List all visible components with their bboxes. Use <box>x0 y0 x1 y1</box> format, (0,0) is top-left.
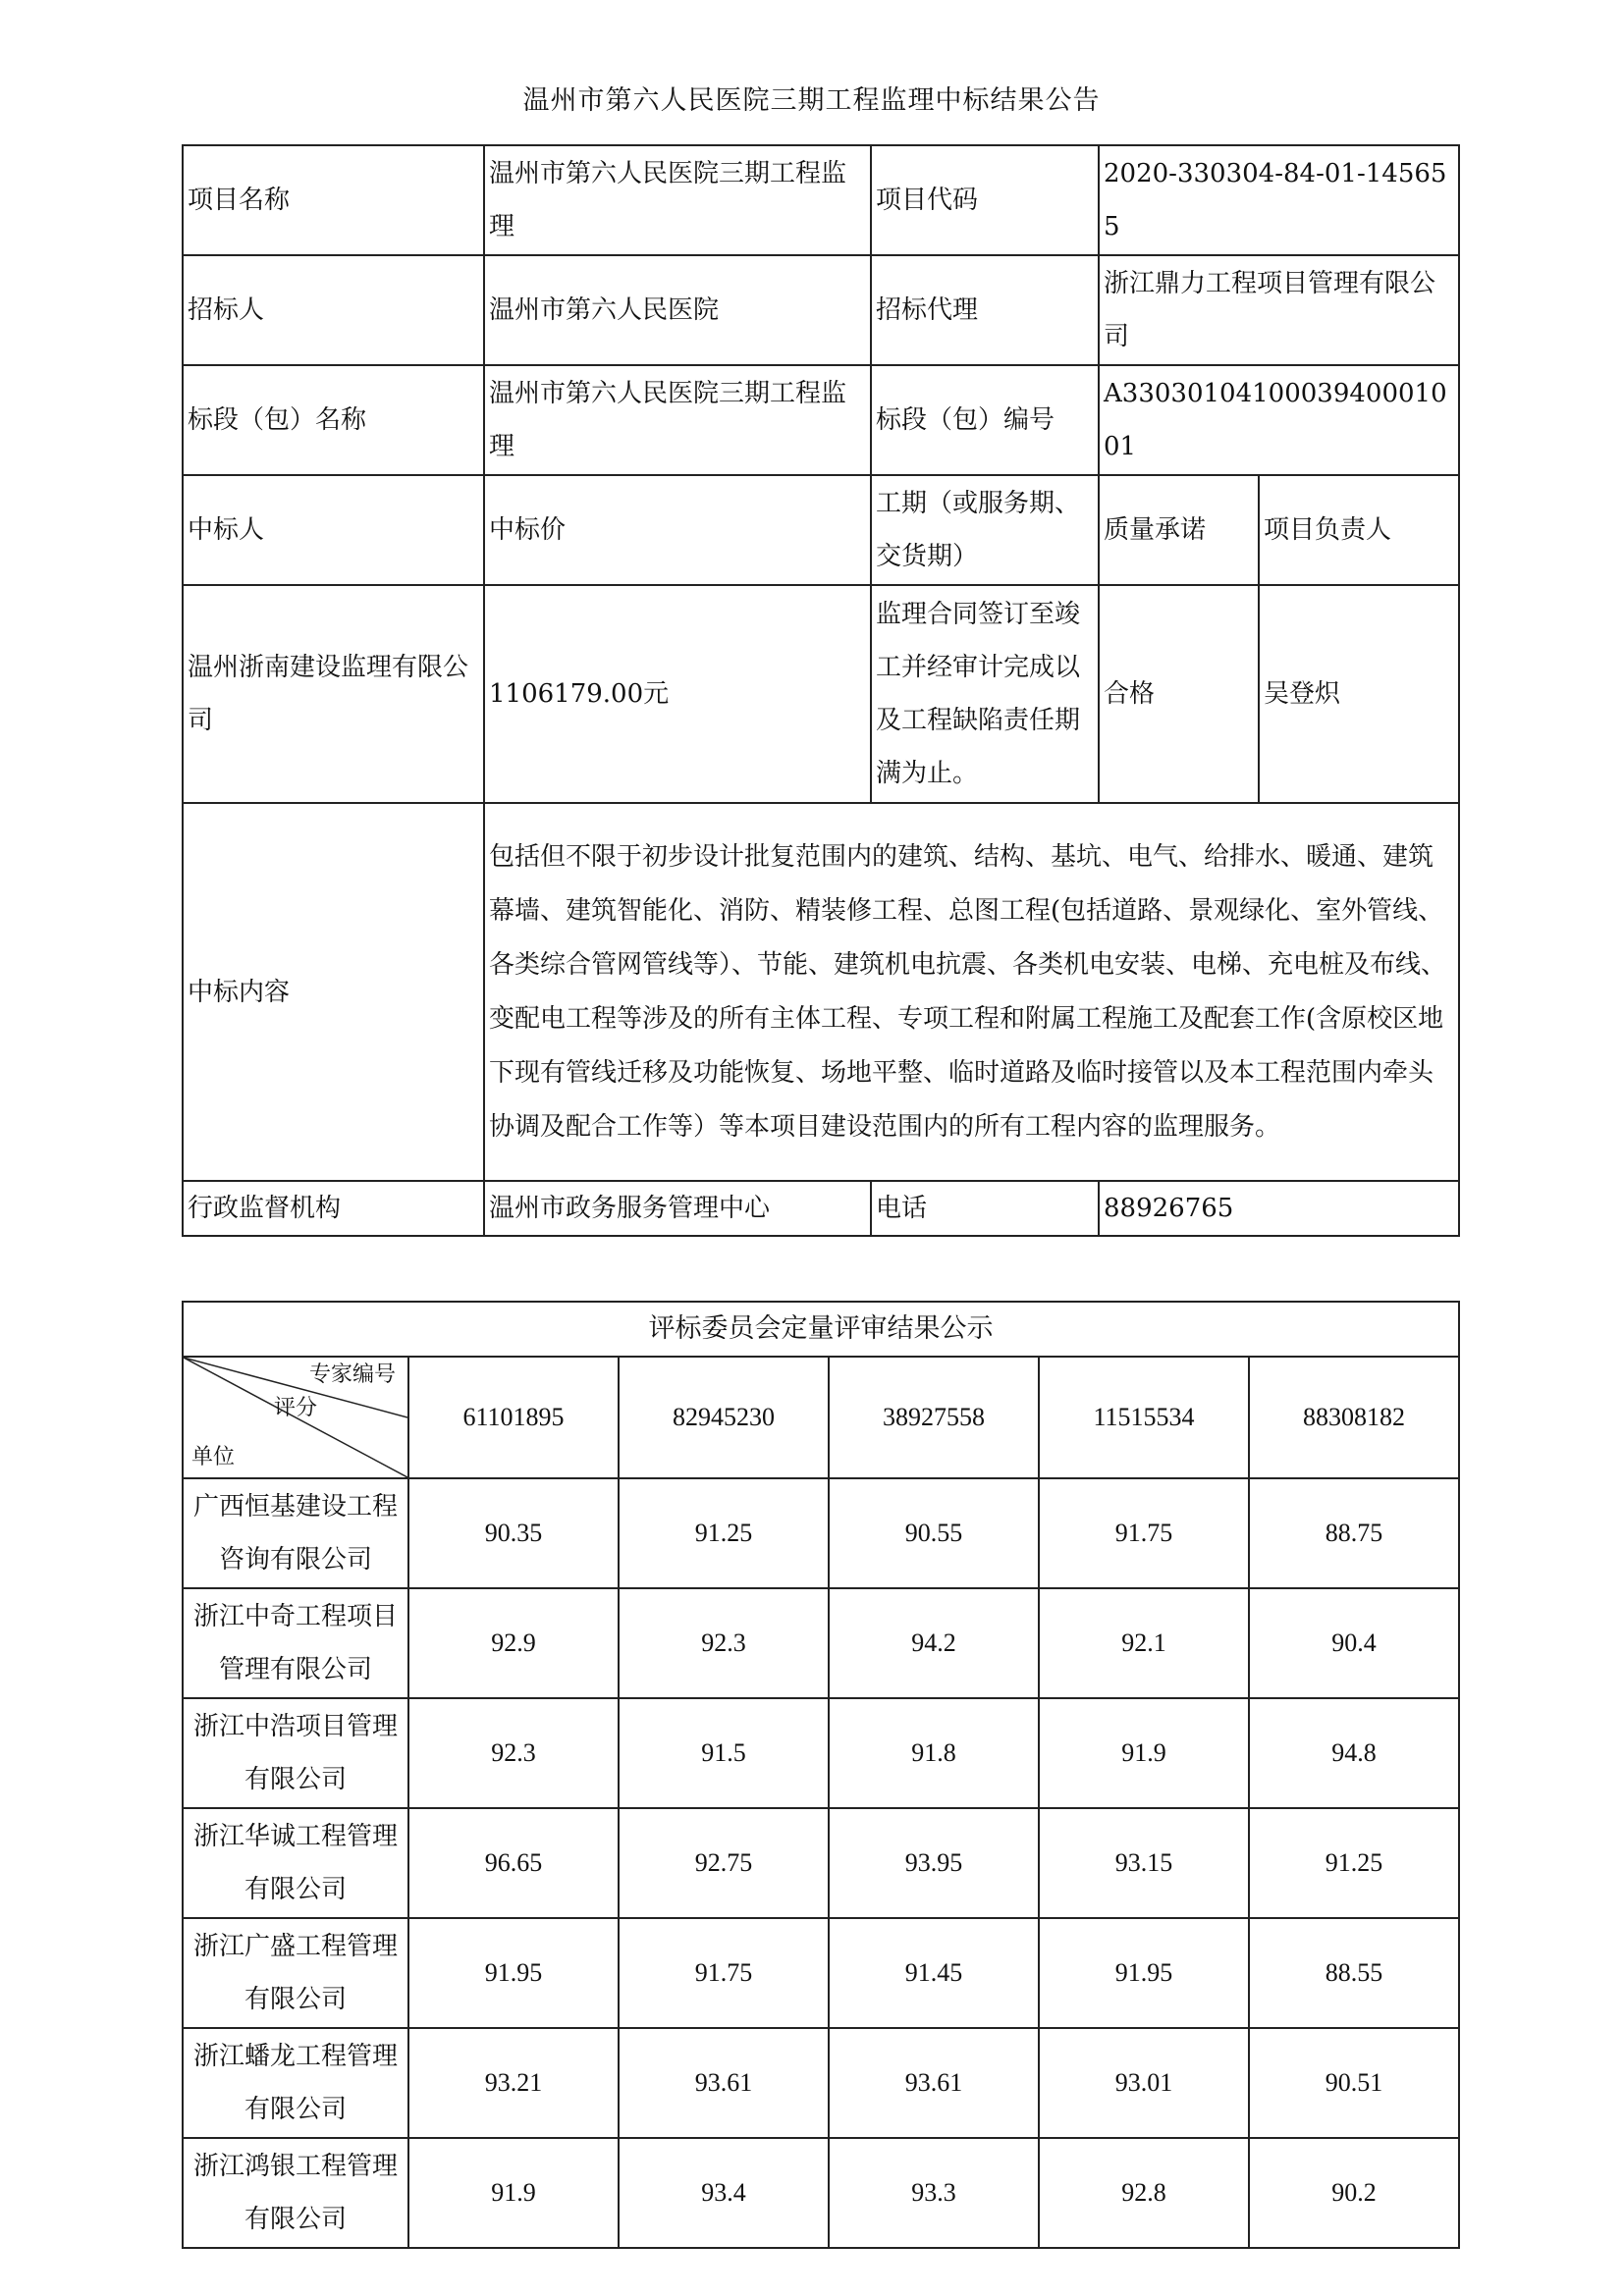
manager-value: 吴登炽 <box>1259 585 1459 803</box>
score-cell: 88.55 <box>1249 1918 1459 2028</box>
section-name-label: 标段（包）名称 <box>183 365 484 475</box>
expert-id: 82945230 <box>619 1357 829 1478</box>
score-cell: 96.65 <box>408 1808 619 1918</box>
score-cell: 91.9 <box>1039 1698 1249 1808</box>
section-code-label: 标段（包）编号 <box>871 365 1099 475</box>
score-cell: 91.25 <box>619 1478 829 1588</box>
company-name: 浙江华诚工程管理有限公司 <box>183 1808 408 1918</box>
company-name: 浙江鸿银工程管理有限公司 <box>183 2138 408 2248</box>
table-row <box>183 2138 1459 2248</box>
table-row <box>183 1588 1459 1698</box>
score-cell: 93.15 <box>1039 1808 1249 1918</box>
score-cell: 91.8 <box>829 1698 1039 1808</box>
score-table-heading: 评标委员会定量评审结果公示 <box>183 1302 1459 1357</box>
winner-label: 中标人 <box>183 475 484 585</box>
score-cell: 91.5 <box>619 1698 829 1808</box>
company-name: 浙江中奇工程项目管理有限公司 <box>183 1588 408 1698</box>
score-cell: 90.4 <box>1249 1588 1459 1698</box>
winner-value: 温州浙南建设监理有限公司 <box>183 585 484 803</box>
phone-label: 电话 <box>871 1181 1099 1236</box>
score-cell: 91.75 <box>1039 1478 1249 1588</box>
agent-value: 浙江鼎力工程项目管理有限公司 <box>1099 255 1459 365</box>
score-cell: 90.55 <box>829 1478 1039 1588</box>
corner-score-label: 评分 <box>274 1396 318 1420</box>
table-row <box>183 1808 1459 1918</box>
score-cell: 92.75 <box>619 1808 829 1918</box>
supervisor-label: 行政监督机构 <box>183 1181 484 1236</box>
score-cell: 88.75 <box>1249 1478 1459 1588</box>
quality-label: 质量承诺 <box>1099 475 1259 585</box>
score-cell: 90.35 <box>408 1478 619 1588</box>
project-name-label: 项目名称 <box>183 145 484 255</box>
tenderer-value: 温州市第六人民医院 <box>484 255 871 365</box>
award-info-table <box>182 144 1460 1237</box>
tenderer-label: 招标人 <box>183 255 484 365</box>
corner-expert-label: 专家编号 <box>308 1362 396 1387</box>
table-row <box>183 2028 1459 2138</box>
company-name: 广西恒基建设工程咨询有限公司 <box>183 1478 408 1588</box>
supervisor-value: 温州市政务服务管理中心 <box>484 1181 871 1236</box>
table-row <box>183 1478 1459 1588</box>
section-name-value: 温州市第六人民医院三期工程监理 <box>484 365 871 475</box>
score-cell: 94.2 <box>829 1588 1039 1698</box>
score-cell: 93.3 <box>829 2138 1039 2248</box>
score-cell: 91.45 <box>829 1918 1039 2028</box>
score-cell: 94.8 <box>1249 1698 1459 1808</box>
score-cell: 92.8 <box>1039 2138 1249 2248</box>
table-row <box>183 1918 1459 2028</box>
score-cell: 92.3 <box>619 1588 829 1698</box>
content-label: 中标内容 <box>183 803 484 1181</box>
score-cell: 93.21 <box>408 2028 619 2138</box>
period-label: 工期（或服务期、交货期） <box>871 475 1099 585</box>
score-cell: 93.61 <box>619 2028 829 2138</box>
score-cell: 90.51 <box>1249 2028 1459 2138</box>
table-row <box>183 1698 1459 1808</box>
score-cell: 93.01 <box>1039 2028 1249 2138</box>
company-name: 浙江中浩项目管理有限公司 <box>183 1698 408 1808</box>
phone-value: 88926765 <box>1099 1181 1459 1236</box>
agent-label: 招标代理 <box>871 255 1099 365</box>
score-cell: 92.1 <box>1039 1588 1249 1698</box>
expert-id: 38927558 <box>829 1357 1039 1478</box>
score-cell: 92.9 <box>408 1588 619 1698</box>
score-cell: 91.9 <box>408 2138 619 2248</box>
content-value: 包括但不限于初步设计批复范围内的建筑、结构、基坑、电气、给排水、暖通、建筑幕墙、建筑智能化、消防、精装修工程、总图工程(包括道路、景观绿化、室外管线、各类综合管网管线等）、节能、建筑机电抗震、各类机电安装、电梯、充电桩及布线、变配电工程等涉及的所有主体工程、专项工程和附属工程施工及配套工作(含原校区地下现有管线迁移及功能恢复、场地平整、临时道路及临时接管以及本工程范围内牵头协调及配合工作等）等本项目建设范围内的所有工程内容的监理服务。 <box>484 803 1459 1181</box>
period-value: 监理合同签订至竣工并经审计完成以及工程缺陷责任期满为止。 <box>871 585 1099 803</box>
expert-id: 61101895 <box>408 1357 619 1478</box>
project-code-label: 项目代码 <box>871 145 1099 255</box>
quality-value: 合格 <box>1099 585 1259 803</box>
project-code-value: 2020-330304-84-01-145655 <box>1099 145 1459 255</box>
price-value: 1106179.00元 <box>484 585 871 803</box>
company-name: 浙江蟠龙工程管理有限公司 <box>183 2028 408 2138</box>
score-table <box>182 1301 1460 2249</box>
score-cell: 91.95 <box>408 1918 619 2028</box>
project-name-value: 温州市第六人民医院三期工程监理 <box>484 145 871 255</box>
score-cell: 91.25 <box>1249 1808 1459 1918</box>
score-cell: 93.61 <box>829 2028 1039 2138</box>
section-code-value: A3303010410003940001001 <box>1099 365 1459 475</box>
expert-id: 88308182 <box>1249 1357 1459 1478</box>
score-cell: 92.3 <box>408 1698 619 1808</box>
score-cell: 91.75 <box>619 1918 829 2028</box>
score-cell: 93.4 <box>619 2138 829 2248</box>
corner-unit-label: 单位 <box>191 1445 236 1469</box>
document-title: 温州市第六人民医院三期工程监理中标结果公告 <box>522 85 1101 116</box>
price-label: 中标价 <box>484 475 871 585</box>
expert-id: 11515534 <box>1039 1357 1249 1478</box>
manager-label: 项目负责人 <box>1259 475 1459 585</box>
score-cell: 93.95 <box>829 1808 1039 1918</box>
score-table-corner <box>183 1357 408 1478</box>
score-cell: 91.95 <box>1039 1918 1249 2028</box>
company-name: 浙江广盛工程管理有限公司 <box>183 1918 408 2028</box>
score-cell: 90.2 <box>1249 2138 1459 2248</box>
